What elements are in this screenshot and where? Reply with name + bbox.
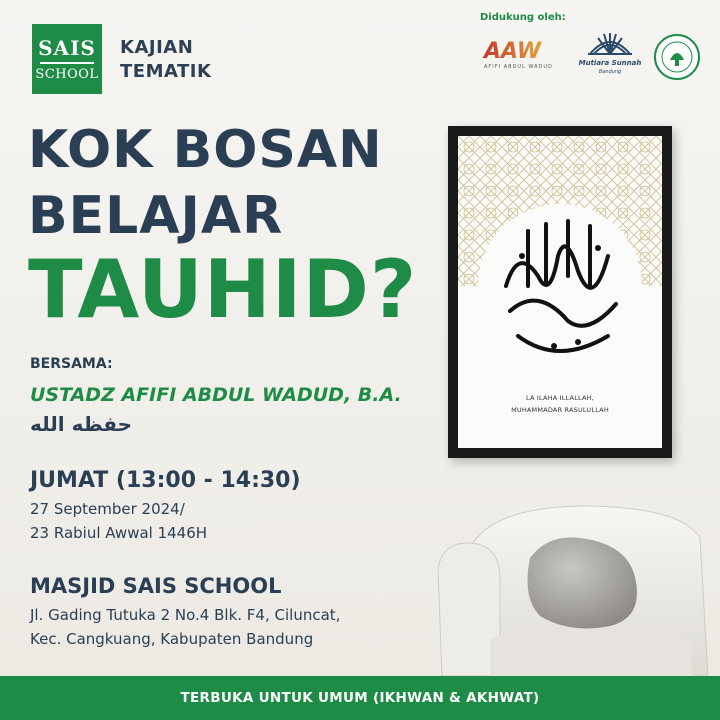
event-type — [120, 36, 211, 84]
round-seal-logo-icon — [652, 32, 702, 82]
framed-poster — [448, 126, 672, 458]
armchair-illustration-icon — [430, 498, 720, 676]
speaker-honorific: حفظه الله — [30, 412, 133, 436]
event-type-line2: TEMATIK — [120, 61, 212, 82]
schedule-date-hijri: 23 Rabiul Awwal 1446H — [30, 524, 208, 542]
aaw-logo-icon — [480, 34, 572, 74]
venue-address-line2: Kec. Cangkuang, Kabupaten Bandung — [30, 630, 314, 648]
mutiara-sunnah-logo-icon — [578, 28, 642, 78]
aaw-logo-caption: AFIFI ABDUL WADUD — [484, 64, 553, 70]
venue-name: MASJID SAIS SCHOOL — [30, 574, 282, 598]
schedule-date-gregorian: 27 September 2024/ — [30, 500, 185, 518]
speaker-label: BERSAMA: — [30, 356, 113, 372]
mutiara-sunnah-caption: Bandung — [598, 69, 622, 75]
event-type-line1: KAJIAN — [120, 37, 194, 58]
sais-school-logo — [32, 24, 102, 94]
headline-line3: TAUHID? — [28, 243, 418, 336]
aaw-logo-text: AAW — [484, 39, 542, 64]
footer-banner: TERBUKA UNTUK UMUM (IKHWAN & AKHWAT) — [0, 676, 720, 720]
speaker-name: USTADZ AFIFI ABDUL WADUD, B.A. — [30, 384, 402, 406]
logo-line2: SCHOOL — [35, 66, 99, 82]
logo-line1: SAIS — [38, 35, 96, 60]
logo-divider — [40, 62, 94, 64]
mutiara-sunnah-name: Mutiara Sunnah — [578, 59, 642, 67]
venue-address-line1: Jl. Gading Tutuka 2 No.4 Blk. F4, Ciluncat, — [30, 606, 341, 624]
poster-caption-line2: MUHAMMADAR RASULULLAH — [511, 406, 609, 414]
schedule-day-time: JUMAT (13:00 - 14:30) — [30, 468, 301, 493]
headline-line1: KOK BOSAN — [28, 120, 383, 180]
framed-poster-canvas — [458, 136, 662, 448]
poster-caption-line1: LA ILAHA ILLALLAH, — [526, 394, 594, 402]
supporters-label: Didukung oleh: — [480, 12, 566, 23]
headline-line2: BELAJAR — [28, 186, 284, 246]
